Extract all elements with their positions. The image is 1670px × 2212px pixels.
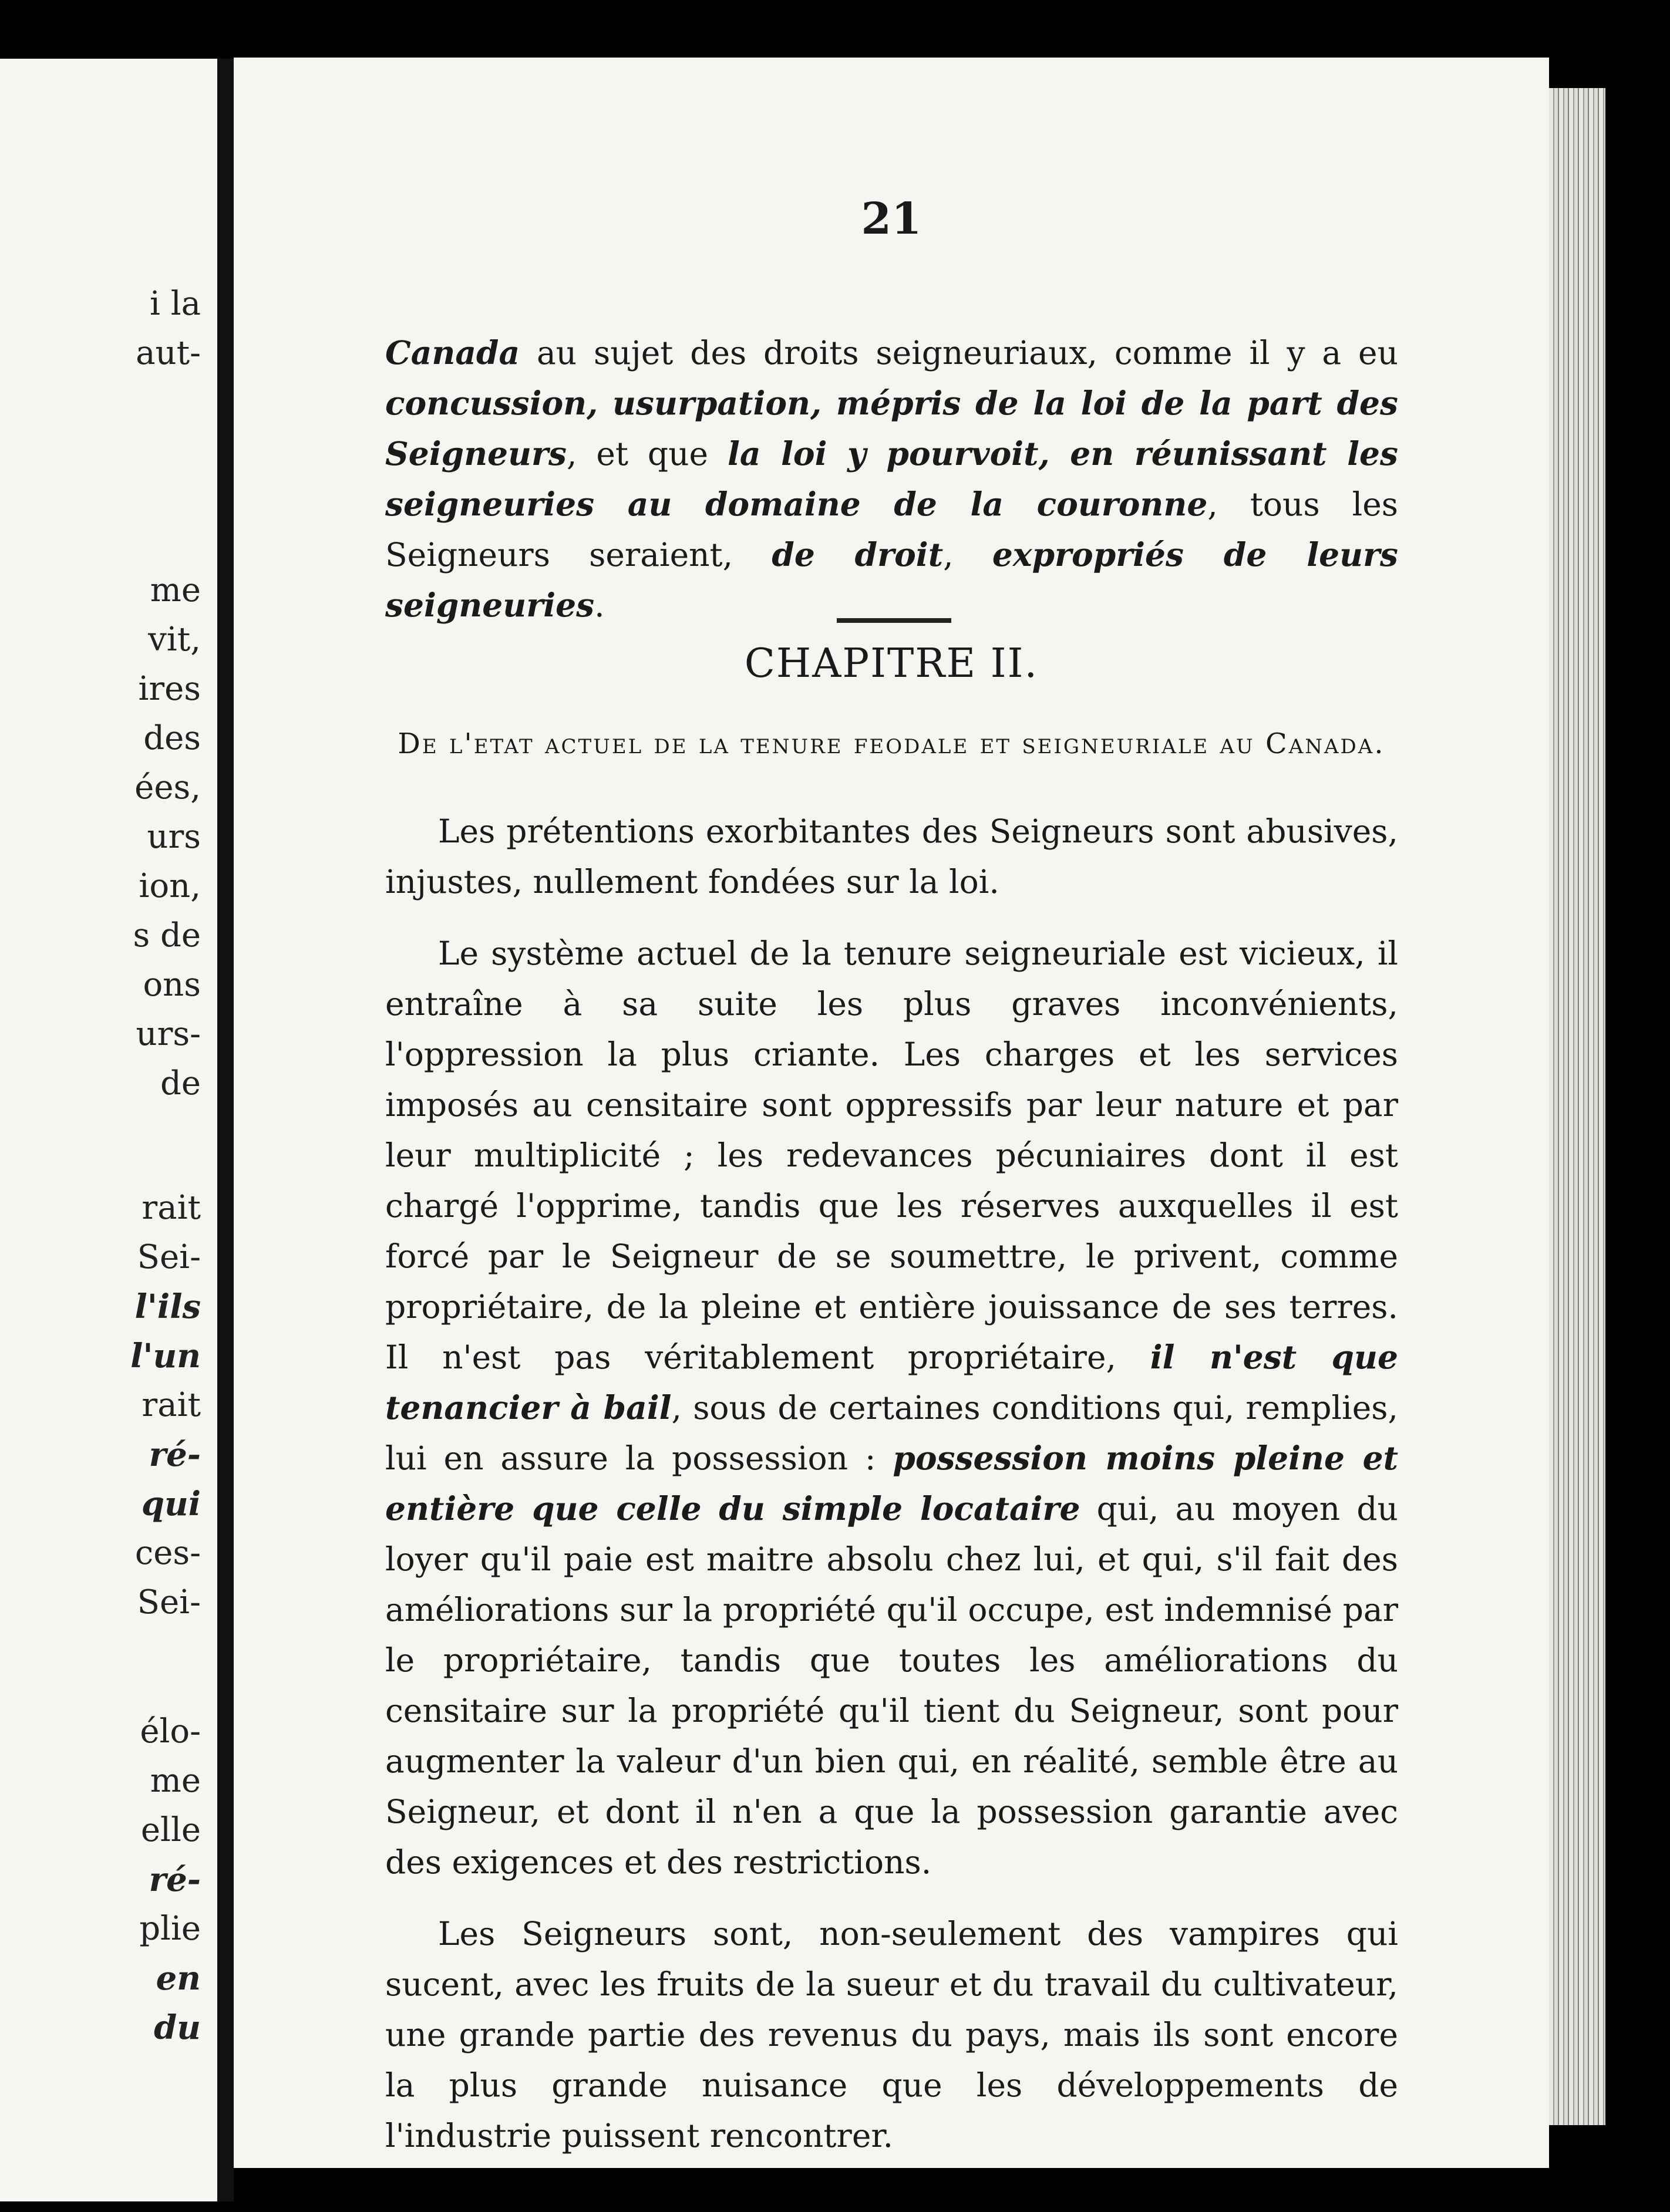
facing-page-fragment: Sei- xyxy=(137,1583,201,1621)
book-gutter xyxy=(217,59,234,2201)
paragraph-3: Les Seigneurs sont, non-seulement des vampires qui sucent, avec les fruits de la sueur et du travail du cultivateur, une grande partie des revenus du pays, mais ils sont encore la plus grande nuisance que les développements de l'industrie puissent rencontrer. xyxy=(385,1915,1398,2154)
paragraph-2 xyxy=(385,928,1398,1887)
section-divider xyxy=(837,618,951,623)
intro-paragraph xyxy=(385,328,1398,630)
facing-page-fragment: rait xyxy=(142,1386,201,1424)
intro-span: expropriés de leurs seigneuries xyxy=(385,535,1399,624)
facing-page-fragment: s de xyxy=(133,916,201,955)
page-number: 21 xyxy=(861,194,922,244)
facing-page-fragment: plie xyxy=(139,1910,201,1948)
paragraph-2-span: il n'est que tenancier à bail xyxy=(385,1338,1398,1427)
intro-span: de droit xyxy=(772,535,944,574)
facing-page-fragment: ires xyxy=(138,670,201,708)
intro-span: concussion, usurpation, mépris de la loi de la part des Seigneurs xyxy=(385,384,1398,473)
facing-page-fragment: urs xyxy=(147,818,201,856)
facing-page-fragment: des xyxy=(143,719,201,757)
facing-page-fragment: ces- xyxy=(134,1534,201,1572)
paragraph-2-span: qui, au moyen du loyer qu'il paie est maitre absolu chez lui, et qui, s'il fait des améliorations sur la propriété qu'il occupe, est indemnisé par le propriétaire, tandis que toutes les améliorations du censitaire sur la propriété qu'il tient du Seigneur, sont pour augmenter la valeur d'un bien qui, en réalité, semble être au Seigneur, et dont il n'en a que la possession garantie avec des exigences et des restrictions. xyxy=(385,1490,1398,1881)
facing-page-fragment: ré- xyxy=(149,1860,201,1899)
facing-page-fragment: aut- xyxy=(136,334,201,372)
facing-page-fragment: i la xyxy=(149,285,201,323)
facing-page-fragment: l'ils xyxy=(134,1287,201,1326)
facing-page-fragment: me xyxy=(150,571,201,609)
facing-page-fragment: rait xyxy=(142,1189,201,1227)
intro-span: , tous les Seigneurs seraient, xyxy=(385,485,1398,574)
facing-page-fragment: du xyxy=(154,2008,201,2047)
intro-span: , xyxy=(943,536,992,574)
facing-page-fragment: élo- xyxy=(140,1712,201,1751)
book-page xyxy=(234,58,1549,2168)
intro-span: au sujet des droits seigneuriaux, comme il y a eu xyxy=(520,334,1398,372)
facing-page xyxy=(0,59,217,2201)
facing-page-fragment: ion, xyxy=(139,867,201,905)
facing-page-fragment: l'un xyxy=(130,1337,201,1375)
intro-span: . xyxy=(594,586,605,624)
paragraph-1: Les prétentions exorbitantes des Seigneurs sont abusives, injustes, nullement fondées sur la loi. xyxy=(385,812,1398,901)
facing-page-fragment: ées, xyxy=(134,768,201,807)
facing-page-fragment: vit, xyxy=(148,621,201,659)
facing-page-fragment: me xyxy=(150,1762,201,1800)
paragraph-2-span: , sous de certaines conditions qui, remplies, lui en assure la possession : xyxy=(385,1389,1398,1477)
facing-page-fragment: ré- xyxy=(149,1435,201,1474)
facing-page-fragment: elle xyxy=(140,1811,201,1849)
chapter-title: CHAPITRE II. xyxy=(744,640,1039,687)
facing-page-fragment: de xyxy=(160,1064,201,1102)
chapter-subtitle: De l'etat actuel de la tenure feodale et seigneuriale au Canada. xyxy=(398,727,1385,760)
facing-page-fragment: en xyxy=(156,1959,201,1998)
paragraph-2-span: possession moins pleine et entière que celle du simple locataire xyxy=(385,1439,1399,1528)
page-edges xyxy=(1549,88,1605,2125)
intro-span: la loi y pourvoit, en réunissant les seigneuries au domaine de la couronne xyxy=(385,434,1398,523)
paragraph-2-span: Le système actuel de la tenure seigneuriale est vicieux, il entraîne à sa suite les plus graves inconvénients, l'oppression la plus criante. Les charges et les services imposés au censitaire sont oppressifs par leur nature et par leur multiplicité ; les redevances pécuniaires dont il est chargé l'opprime, tandis que les réserves auxquelles il est forcé par le Seigneur de se soumettre, le privent, comme propriétaire, de la pleine et entière jouissance de ses terres. Il n'est pas véritablement propriétaire, xyxy=(385,935,1398,1376)
facing-page-fragment: Sei- xyxy=(137,1238,201,1276)
intro-span: , et que xyxy=(566,435,728,473)
intro-span: Canada xyxy=(385,333,520,372)
facing-page-fragment: ons xyxy=(143,966,201,1004)
chapter-body xyxy=(385,806,1398,2182)
facing-page-fragment: urs- xyxy=(136,1015,201,1053)
facing-page-fragment: qui xyxy=(141,1485,201,1523)
